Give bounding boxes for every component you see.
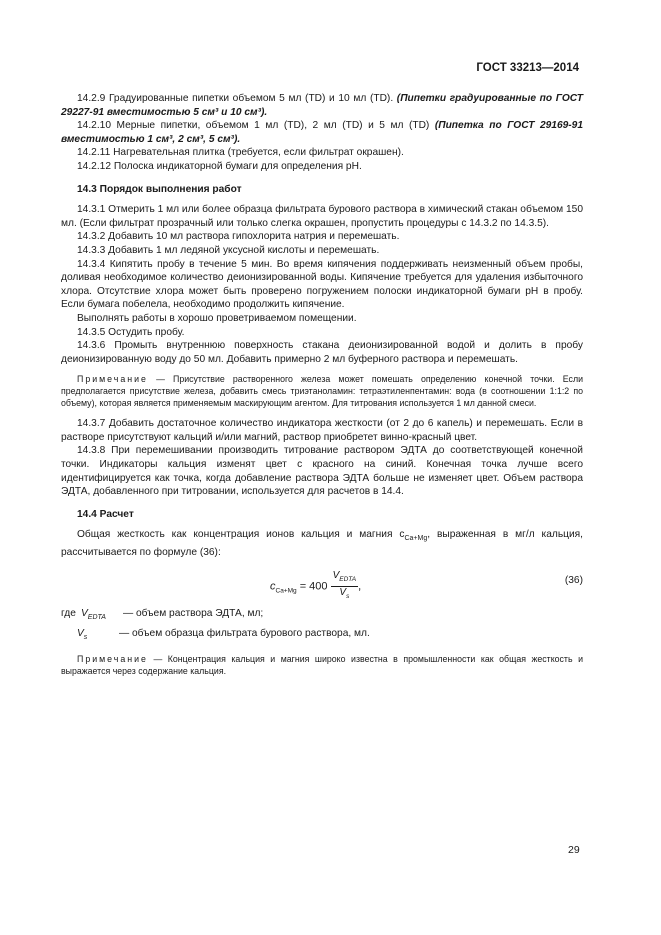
paragraph-14-3-7: 14.3.7 Добавить достаточное количество индикатора жесткости (от 2 до 6 капель) и перемешать. Если в растворе присутствуют кальций и/или магний, раствор приобретет винно-красный цвет. bbox=[61, 418, 583, 443]
variable-definitions bbox=[61, 606, 583, 646]
definition-row: где $V_{EDTA}$ — объем раствора ЭДТА, мл; bbox=[61, 607, 264, 621]
paragraph-14-3-4: 14.3.4 Кипятить пробу в течение 5 мин. Во время кипячения поддерживать неизменный объем пробы, доливая необходимое количество деионизированной воды. Кипячение требуется для удаления избыточного хлора. Отсутствие хлора может быть проверено погружением полоски индикаторной бумаги pH в пробу. Если бумага побелела, необходимо продолжить кипячение. bbox=[61, 258, 583, 311]
formula-expression: $c_{Ca+Mg} = 400$ $\frac{V_{EDTA}}{V_s}$ , bbox=[270, 570, 361, 603]
note-iron: Примечание — Присутствие растворенного железа может помешать определению конечной точки. Если предполагается присутствие железа, добавить смесь триэтаноламин: тетраэтиленпентамин: вода (в соотношении 1:1:2 по объему), которая является применяемым маскирующим агентом. Для титрования используется 1 мл данной смеси. bbox=[61, 374, 583, 409]
paragraph-14-2-12: 14.2.12 Полоска индикаторной бумаги для определения pH. bbox=[77, 160, 362, 172]
section-heading-14-4: 14.4 Расчет bbox=[77, 508, 134, 520]
formula-36 bbox=[61, 564, 583, 604]
paragraph-ventilation: Выполнять работы в хорошо проветриваемом помещении. bbox=[77, 312, 357, 324]
paragraph-14-2-10: 14.2.10 Мерные пипетки, объемом 1 мл (TD), 2 мл (TD) и 5 мл (TD) (Пипетка по ГОСТ 29169-91 вместимостью 1 см³, 2 см³, 5 см³). bbox=[61, 120, 583, 145]
note-label: Примечание bbox=[77, 374, 148, 385]
paragraph-14-2-11: 14.2.11 Нагревательная плитка (требуется, если фильтрат окрашен). bbox=[77, 147, 404, 159]
definition-row: $V_s$ — объем образца фильтрата бурового раствора, мл. bbox=[77, 627, 370, 641]
paragraph-14-3-5: 14.3.5 Остудить пробу. bbox=[77, 326, 185, 338]
equation-number: (36) bbox=[564, 574, 583, 586]
paragraph-14-3-2: 14.3.2 Добавить 10 мл раствора гипохлорита натрия и перемешать. bbox=[77, 231, 400, 243]
paragraph-14-3-3: 14.3.3 Добавить 1 мл ледяной уксусной кислоты и перемешать. bbox=[77, 244, 380, 256]
formula-fraction: $\frac{V_{EDTA}}{V_s}$ bbox=[332, 569, 357, 600]
section-heading-14-3: 14.3 Порядок выполнения работ bbox=[77, 183, 242, 195]
note-hardness: Примечание — Концентрация кальция и магния широко известна в промышленности как общая жесткость и выражается через содержание кальция. bbox=[61, 653, 583, 676]
paragraph-14-3-6: 14.3.6 Промыть внутреннюю поверхность стакана деионизированной водой и долить в пробу деионизированную воду до 50 мл. Добавить примерно 2 мл буферного раствора и перемешать. bbox=[61, 340, 583, 365]
page-number: 29 bbox=[568, 844, 580, 856]
document-body bbox=[61, 92, 583, 685]
note-label: Примечание bbox=[77, 653, 148, 664]
paragraph-calculation: Общая жесткость как концентрация ионов кальция и магния $c_{Ca+Mg}$, выраженная в мг/л кальция, рассчитывается по формуле (36): bbox=[61, 529, 584, 559]
paragraph-14-3-8: 14.3.8 При перемешивании производить титрование раствором ЭДТА до соответствующей конечной точки. Индикаторы кальция изменят цвет с красного на синий. Конечная точка лучше всего идентифицируется как точка, когда добавление раствора ЭДТА больше не изменяет цвет. Объем раствора ЭДТА, добавленного при титровании, используется для расчетов в 14.4. bbox=[61, 445, 583, 498]
paragraph-14-2-9: 14.2.9 Градуированные пипетки объемом 5 мл (TD) и 10 мл (TD). (Пипетки градуированные по ГОСТ 29227-91 вместимостью 5 см³ и 10 см³). bbox=[61, 93, 583, 118]
paragraph-14-3-1: 14.3.1 Отмерить 1 мл или более образца фильтрата бурового раствора в химический стакан объемом 150 мл. (Если фильтрат прозрачный или только слегка окрашен, пропустить процедуры с 14.3.2 по 14.3.5). bbox=[61, 204, 583, 229]
document-header: ГОСТ 33213—2014 bbox=[476, 62, 579, 74]
